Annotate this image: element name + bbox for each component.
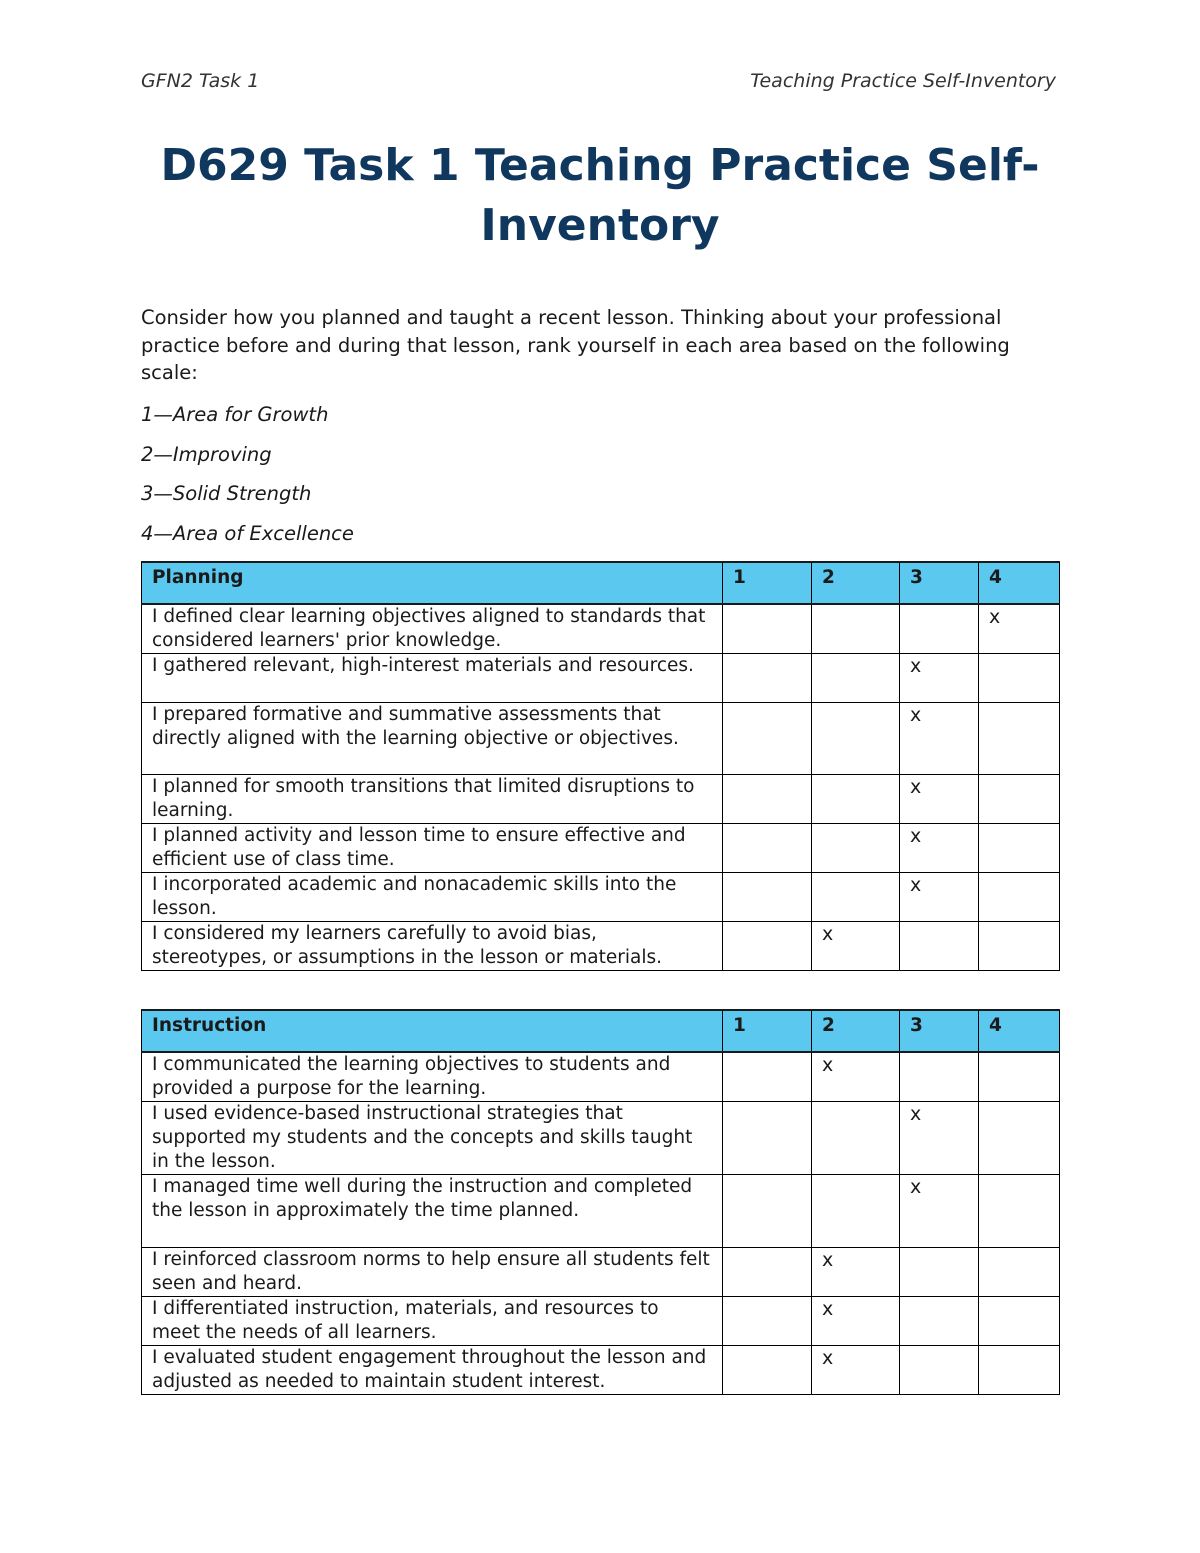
table-row	[142, 604, 1060, 654]
rating-cell	[812, 775, 900, 824]
rating-mark: x	[910, 1176, 922, 1198]
rating-cell	[900, 654, 979, 703]
column-header-1: 1	[723, 1010, 812, 1052]
rating-cell	[723, 1175, 812, 1248]
running-header-left: GFN2 Task 1	[141, 70, 260, 92]
rating-cell	[812, 1102, 900, 1175]
rating-cell	[979, 775, 1060, 824]
rating-cell	[900, 873, 979, 922]
rating-cell	[723, 1297, 812, 1346]
planning-table	[141, 561, 1060, 971]
rating-cell	[979, 873, 1060, 922]
rating-cell	[723, 873, 812, 922]
rating-cell	[900, 775, 979, 824]
rating-cell	[979, 1102, 1060, 1175]
rating-cell	[979, 703, 1060, 775]
column-header-1: 1	[723, 562, 812, 604]
table-row	[142, 1052, 1060, 1102]
table-row	[142, 873, 1060, 922]
instruction-table	[141, 1009, 1060, 1395]
table-row	[142, 824, 1060, 873]
rating-cell	[900, 1052, 979, 1102]
intro-paragraph: Consider how you planned and taught a recent lesson. Thinking about your professional practice before and during that lesson, rank yourself in each area based on the following scale:	[141, 306, 1010, 384]
statement-cell: I managed time well during the instruction and completed the lesson in approximately the time planned.	[142, 1175, 723, 1248]
column-header-3: 3	[900, 1010, 979, 1052]
table-row	[142, 1248, 1060, 1297]
table-row	[142, 1175, 1060, 1248]
rating-cell	[723, 604, 812, 654]
column-header-2: 2	[812, 562, 900, 604]
table-row	[142, 922, 1060, 971]
table-row	[142, 1102, 1060, 1175]
statement-cell: I planned for smooth transitions that limited disruptions to learning.	[142, 775, 723, 824]
rating-cell	[723, 922, 812, 971]
instruction-header-row	[142, 1010, 1060, 1052]
scale-item-1: 1—Area for Growth	[141, 403, 329, 426]
rating-cell	[900, 1346, 979, 1395]
rating-mark: x	[910, 1103, 922, 1125]
column-header-3: 3	[900, 562, 979, 604]
rating-cell	[900, 922, 979, 971]
table-row	[142, 703, 1060, 775]
rating-cell	[812, 604, 900, 654]
scale-item-4: 4—Area of Excellence	[141, 522, 354, 545]
statement-cell: I differentiated instruction, materials, and resources to meet the needs of all learners.	[142, 1297, 723, 1346]
rating-cell	[812, 654, 900, 703]
rating-cell	[723, 654, 812, 703]
page-title: D629 Task 1 Teaching Practice Self-Inventory	[160, 140, 1040, 251]
statement-cell: I prepared formative and summative assessments that directly aligned with the learning objective or objectives.	[142, 703, 723, 775]
rating-mark: x	[910, 704, 922, 726]
rating-mark: x	[822, 1249, 834, 1271]
rating-cell	[900, 1102, 979, 1175]
rating-cell	[812, 1052, 900, 1102]
rating-cell	[812, 1346, 900, 1395]
column-header-4: 4	[979, 1010, 1060, 1052]
rating-cell	[812, 824, 900, 873]
rating-mark: x	[910, 655, 922, 677]
rating-cell	[900, 1248, 979, 1297]
rating-cell	[812, 1175, 900, 1248]
statement-cell: I evaluated student engagement throughout the lesson and adjusted as needed to maintain student interest.	[142, 1346, 723, 1395]
statement-cell: I incorporated academic and nonacademic skills into the lesson.	[142, 873, 723, 922]
rating-cell	[900, 703, 979, 775]
rating-cell	[900, 1175, 979, 1248]
rating-cell	[979, 1346, 1060, 1395]
rating-cell	[979, 1052, 1060, 1102]
rating-cell	[900, 824, 979, 873]
rating-cell	[723, 1052, 812, 1102]
statement-cell: I planned activity and lesson time to ensure effective and efficient use of class time.	[142, 824, 723, 873]
column-header-4: 4	[979, 562, 1060, 604]
rating-mark: x	[910, 825, 922, 847]
rating-cell	[723, 1102, 812, 1175]
statement-cell: I communicated the learning objectives to students and provided a purpose for the learning.	[142, 1052, 723, 1102]
rating-cell	[900, 604, 979, 654]
table-row	[142, 775, 1060, 824]
rating-cell	[723, 775, 812, 824]
rating-cell	[812, 922, 900, 971]
rating-cell	[723, 1248, 812, 1297]
rating-cell	[979, 654, 1060, 703]
rating-cell	[723, 1346, 812, 1395]
rating-mark: x	[822, 1298, 834, 1320]
rating-cell	[979, 1297, 1060, 1346]
rating-mark: x	[910, 776, 922, 798]
statement-cell: I considered my learners carefully to avoid bias, stereotypes, or assumptions in the lesson or materials.	[142, 922, 723, 971]
running-header-right: Teaching Practice Self-Inventory	[750, 70, 1056, 92]
statement-cell: I reinforced classroom norms to help ensure all students felt seen and heard.	[142, 1248, 723, 1297]
rating-cell	[979, 604, 1060, 654]
table-row	[142, 1346, 1060, 1395]
rating-cell	[979, 922, 1060, 971]
rating-cell	[900, 1297, 979, 1346]
rating-cell	[979, 824, 1060, 873]
rating-mark: x	[910, 874, 922, 896]
rating-cell	[812, 703, 900, 775]
instruction-heading: Instruction	[142, 1010, 723, 1052]
rating-mark: x	[989, 606, 1001, 628]
statement-cell: I gathered relevant, high-interest materials and resources.	[142, 654, 723, 703]
rating-cell	[723, 824, 812, 873]
rating-cell	[812, 1248, 900, 1297]
rating-cell	[723, 703, 812, 775]
rating-mark: x	[822, 1347, 834, 1369]
column-header-2: 2	[812, 1010, 900, 1052]
rating-mark: x	[822, 923, 834, 945]
statement-cell: I defined clear learning objectives aligned to standards that considered learners' prior knowledge.	[142, 604, 723, 654]
statement-cell: I used evidence-based instructional strategies that supported my students and the concepts and skills taught in the lesson.	[142, 1102, 723, 1175]
planning-heading: Planning	[142, 562, 723, 604]
planning-header-row	[142, 562, 1060, 604]
scale-item-3: 3—Solid Strength	[141, 482, 312, 505]
table-row	[142, 1297, 1060, 1346]
rating-cell	[979, 1248, 1060, 1297]
rating-mark: x	[822, 1054, 834, 1076]
table-row	[142, 654, 1060, 703]
rating-cell	[812, 873, 900, 922]
rating-cell	[812, 1297, 900, 1346]
scale-item-2: 2—Improving	[141, 443, 272, 466]
rating-cell	[979, 1175, 1060, 1248]
